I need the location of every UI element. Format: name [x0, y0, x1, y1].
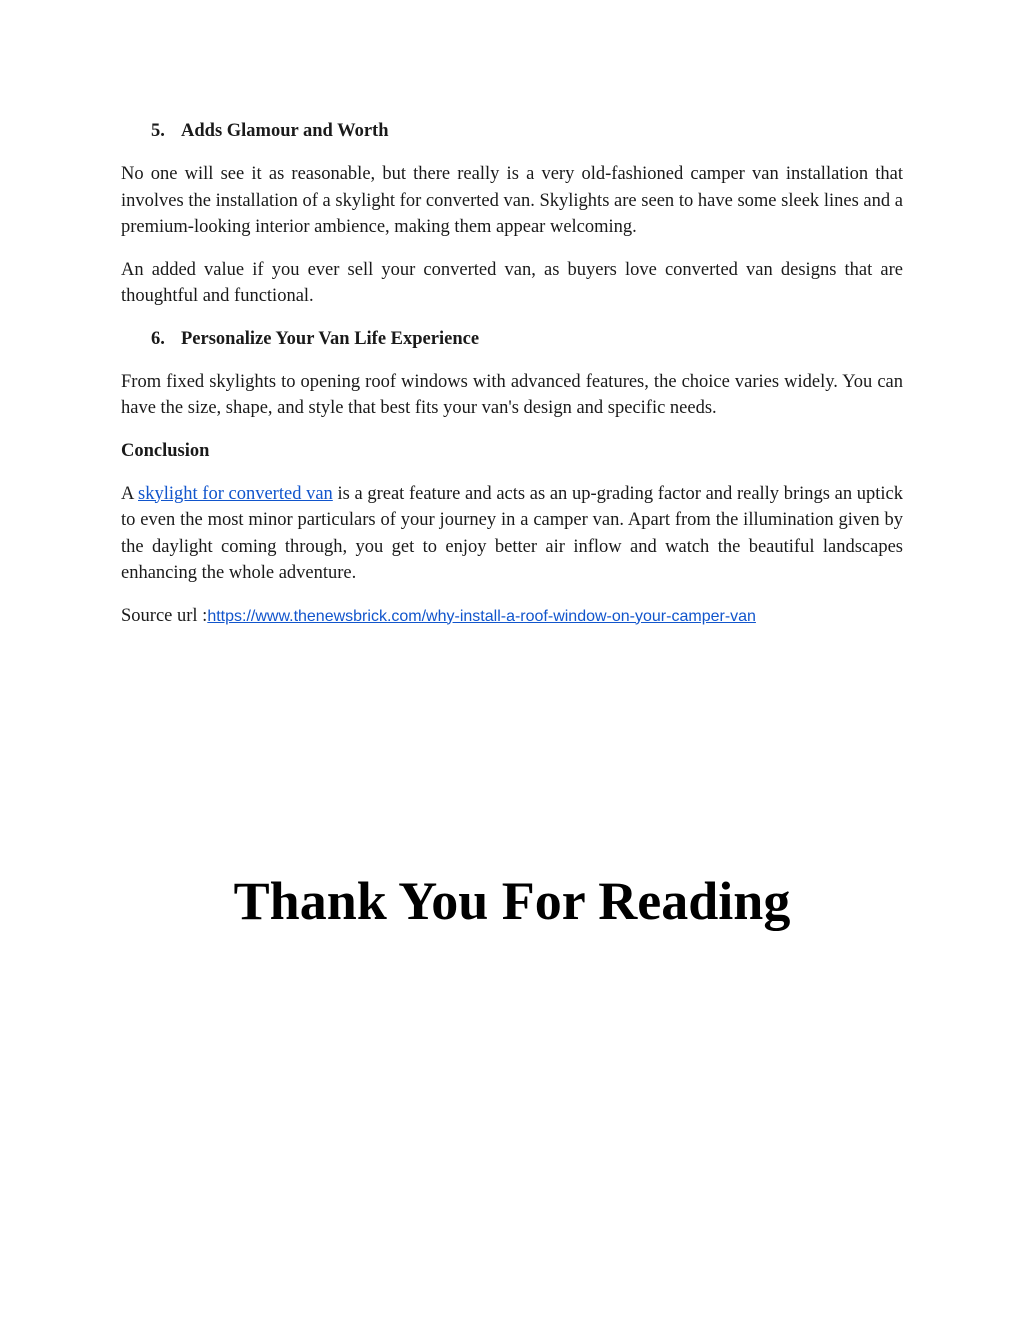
skylight-link[interactable]: skylight for converted van	[138, 483, 333, 504]
source-url-link[interactable]: https://www.thenewsbrick.com/why-install-a-roof-window-on-your-camper-van	[207, 607, 756, 625]
section-number: 6.	[151, 328, 165, 349]
section-heading-5	[121, 118, 903, 145]
source-label: Source url :	[121, 605, 208, 626]
section-5-paragraph-2: An added value if you ever sell your converted van, as buyers love converted van designs that are thoughtful and functional.	[121, 259, 903, 306]
closing-title: Thank You For Reading	[233, 871, 791, 931]
section-title: Adds Glamour and Worth	[181, 121, 389, 141]
section-6-paragraph-1: From fixed skylights to opening roof windows with advanced features, the choice varies widely. You can have the size, shape, and style that best fits your van's design and specific needs.	[121, 371, 903, 418]
source-line	[121, 603, 903, 631]
section-5-paragraph-1: No one will see it as reasonable, but there really is a very old-fashioned camper van installation that involves the installation of a skylight for converted van. Skylights are seen to have some sleek lines and a premium-looking interior ambience, making them appear welcoming.	[121, 164, 903, 237]
section-heading-6	[121, 326, 903, 353]
conclusion-paragraph	[121, 481, 903, 587]
article-body	[121, 118, 903, 630]
conclusion-heading: Conclusion	[121, 440, 210, 461]
section-number: 5.	[151, 121, 165, 141]
conclusion-prefix: A	[121, 483, 138, 504]
section-title: Personalize Your Van Life Experience	[181, 328, 480, 349]
conclusion-suffix: is a great feature and acts as an up-grading factor and really brings an uptick to even the most minor particulars of your journey in a camper van. Apart from the illumination given by the daylight coming through, you get to enjoy better air inflow and watch the beautiful landscapes enhancing the whole adventure.	[121, 483, 903, 583]
